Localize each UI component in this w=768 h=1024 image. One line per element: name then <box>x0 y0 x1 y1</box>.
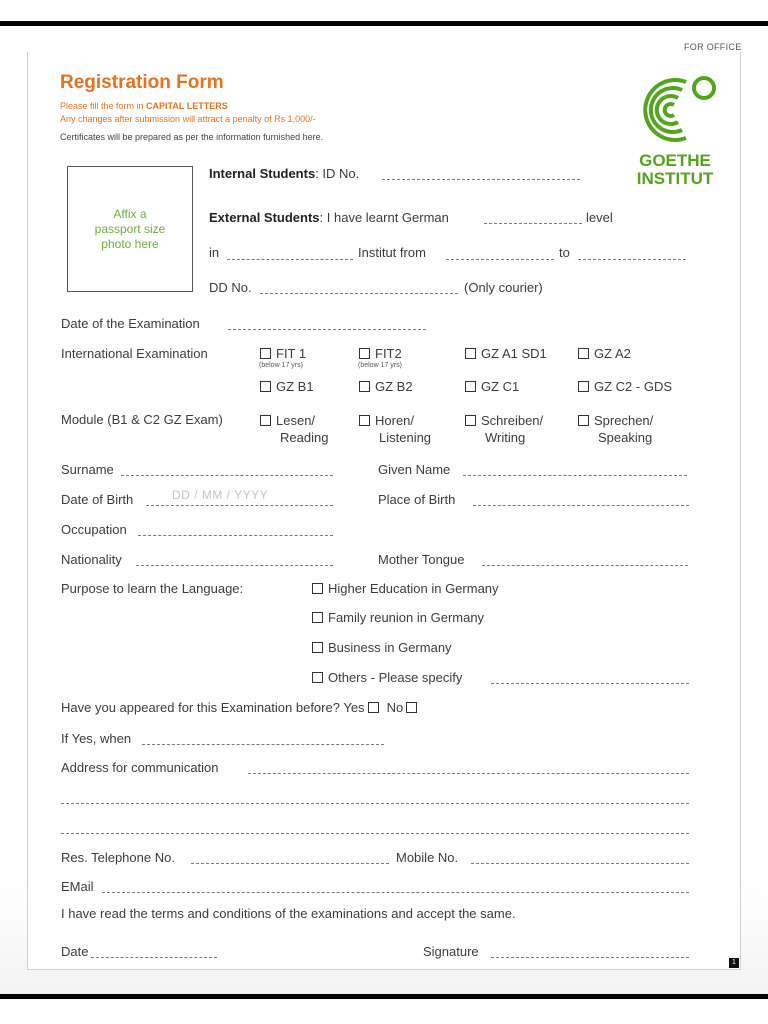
address-field-line2[interactable] <box>61 803 689 804</box>
fit2-checkbox[interactable] <box>359 348 370 359</box>
exam-date-label: Date of the Examination <box>61 316 200 331</box>
occupation-field[interactable] <box>138 535 333 536</box>
occupation-label: Occupation <box>61 522 127 537</box>
option-gz-c2-gds[interactable]: GZ C2 - GDS <box>578 379 672 394</box>
logo-institut-text: INSTITUT <box>636 169 714 188</box>
address-label: Address for communication <box>61 760 219 775</box>
goethe-logo-icon <box>628 70 722 150</box>
terms-statement: I have read the terms and conditions of the examinations and accept the same. <box>61 906 516 921</box>
email-field[interactable] <box>102 892 689 893</box>
address-field-line1[interactable] <box>248 773 689 774</box>
option-fit1[interactable]: FIT 1 <box>260 346 306 361</box>
institut-city-field[interactable] <box>227 259 353 260</box>
mother-tongue-label: Mother Tongue <box>378 552 465 567</box>
option-fit2[interactable]: FIT2 <box>359 346 402 361</box>
option-gz-a1-sd1[interactable]: GZ A1 SD1 <box>465 346 547 361</box>
institut-from-field[interactable] <box>446 259 554 260</box>
only-courier-note: (Only courier) <box>464 280 543 295</box>
fit1-age-note: (below 17 yrs) <box>259 362 303 369</box>
to-label: to <box>559 245 570 260</box>
in-label: in <box>209 245 220 260</box>
place-of-birth-field[interactable] <box>473 505 689 506</box>
dd-no-label: DD No. <box>209 280 252 295</box>
nationality-field[interactable] <box>136 565 333 566</box>
page-number: 1 <box>729 958 739 968</box>
photo-box-instruction: Affix a passport size photo here <box>94 207 166 251</box>
business-checkbox[interactable] <box>312 642 323 653</box>
institut-to-field[interactable] <box>578 259 686 260</box>
mother-tongue-field[interactable] <box>482 565 688 566</box>
top-frame-bar <box>0 21 768 26</box>
gz-a1-sd1-checkbox[interactable] <box>465 348 476 359</box>
goethe-institut-logo <box>628 70 722 190</box>
lesen-checkbox[interactable] <box>260 415 271 426</box>
internal-id-field[interactable] <box>382 179 580 180</box>
option-gz-a2[interactable]: GZ A2 <box>578 346 631 361</box>
higher-education-checkbox[interactable] <box>312 583 323 594</box>
dd-no-field[interactable] <box>260 293 458 294</box>
res-telephone-label: Res. Telephone No. <box>61 850 175 865</box>
level-label: level <box>586 210 613 225</box>
international-exam-label: International Examination <box>61 346 208 361</box>
gz-b2-checkbox[interactable] <box>359 381 370 392</box>
gz-c2-gds-checkbox[interactable] <box>578 381 589 392</box>
dob-field[interactable] <box>146 505 333 506</box>
certificate-note: Certificates will be prepared as per the information furnished here. <box>60 132 324 142</box>
exam-date-field[interactable] <box>228 329 426 330</box>
bottom-margin <box>0 999 768 1024</box>
gz-a2-checkbox[interactable] <box>578 348 589 359</box>
signature-label: Signature <box>423 944 479 959</box>
option-gz-b1[interactable]: GZ B1 <box>260 379 314 394</box>
purpose-label: Purpose to learn the Language: <box>61 581 244 596</box>
gz-b1-checkbox[interactable] <box>260 381 271 392</box>
form-title: Registration Form <box>60 72 224 93</box>
fit1-checkbox[interactable] <box>260 348 271 359</box>
internal-students-label: Internal Students: ID No. <box>209 166 360 181</box>
module-label: Module (B1 & C2 GZ Exam) <box>61 412 223 427</box>
surname-field[interactable] <box>121 475 333 476</box>
passport-photo-box <box>67 166 193 292</box>
for-office-label: FOR OFFICE <box>684 42 742 52</box>
capital-letters-instruction: Please fill the form in CAPITAL LETTERS <box>60 101 228 111</box>
place-of-birth-label: Place of Birth <box>378 492 456 507</box>
german-learnt-level-field[interactable] <box>484 223 582 224</box>
dob-placeholder: DD / MM / YYYY <box>172 488 269 502</box>
dob-label: Date of Birth <box>61 492 134 507</box>
if-yes-when-label: If Yes, when <box>61 731 132 746</box>
address-field-line3[interactable] <box>61 833 689 834</box>
nationality-label: Nationality <box>61 552 122 567</box>
penalty-note: Any changes after submission will attract a penalty of Rs 1,000/- <box>60 114 316 124</box>
purpose-others[interactable]: Others - Please specify <box>312 670 462 685</box>
date-field[interactable] <box>91 957 217 958</box>
purpose-family-reunion[interactable]: Family reunion in Germany <box>312 610 484 625</box>
others-specify-field[interactable] <box>491 683 689 684</box>
if-yes-when-field[interactable] <box>142 744 384 745</box>
given-name-label: Given Name <box>378 462 451 477</box>
option-sprechen[interactable]: Sprechen/ Speaking <box>578 412 653 446</box>
logo-goethe-text: GOETHE <box>639 151 711 170</box>
option-horen[interactable]: Horen/ Listening <box>359 412 431 446</box>
purpose-business[interactable]: Business in Germany <box>312 640 452 655</box>
sprechen-checkbox[interactable] <box>578 415 589 426</box>
appeared-before-question: Have you appeared for this Examination before? Yes No <box>61 700 422 715</box>
family-reunion-checkbox[interactable] <box>312 612 323 623</box>
given-name-field[interactable] <box>463 475 687 476</box>
others-checkbox[interactable] <box>312 672 323 683</box>
horen-checkbox[interactable] <box>359 415 370 426</box>
mobile-label: Mobile No. <box>396 850 459 865</box>
appeared-no-checkbox[interactable] <box>406 702 417 713</box>
gz-c1-checkbox[interactable] <box>465 381 476 392</box>
schreiben-checkbox[interactable] <box>465 415 476 426</box>
mobile-field[interactable] <box>471 863 689 864</box>
option-gz-c1[interactable]: GZ C1 <box>465 379 519 394</box>
external-students-label: External Students: I have learnt German <box>209 210 449 225</box>
option-gz-b2[interactable]: GZ B2 <box>359 379 413 394</box>
res-telephone-field[interactable] <box>191 863 389 864</box>
email-label: EMail <box>61 879 94 894</box>
surname-label: Surname <box>61 462 114 477</box>
institut-from-label: Institut from <box>358 245 426 260</box>
option-schreiben[interactable]: Schreiben/ Writing <box>465 412 543 446</box>
signature-field[interactable] <box>491 957 689 958</box>
fit2-age-note: (below 17 yrs) <box>358 362 402 369</box>
date-label: Date <box>61 944 89 959</box>
appeared-yes-checkbox[interactable] <box>368 702 379 713</box>
purpose-higher-education[interactable]: Higher Education in Germany <box>312 581 499 596</box>
option-lesen[interactable]: Lesen/ Reading <box>260 412 328 446</box>
